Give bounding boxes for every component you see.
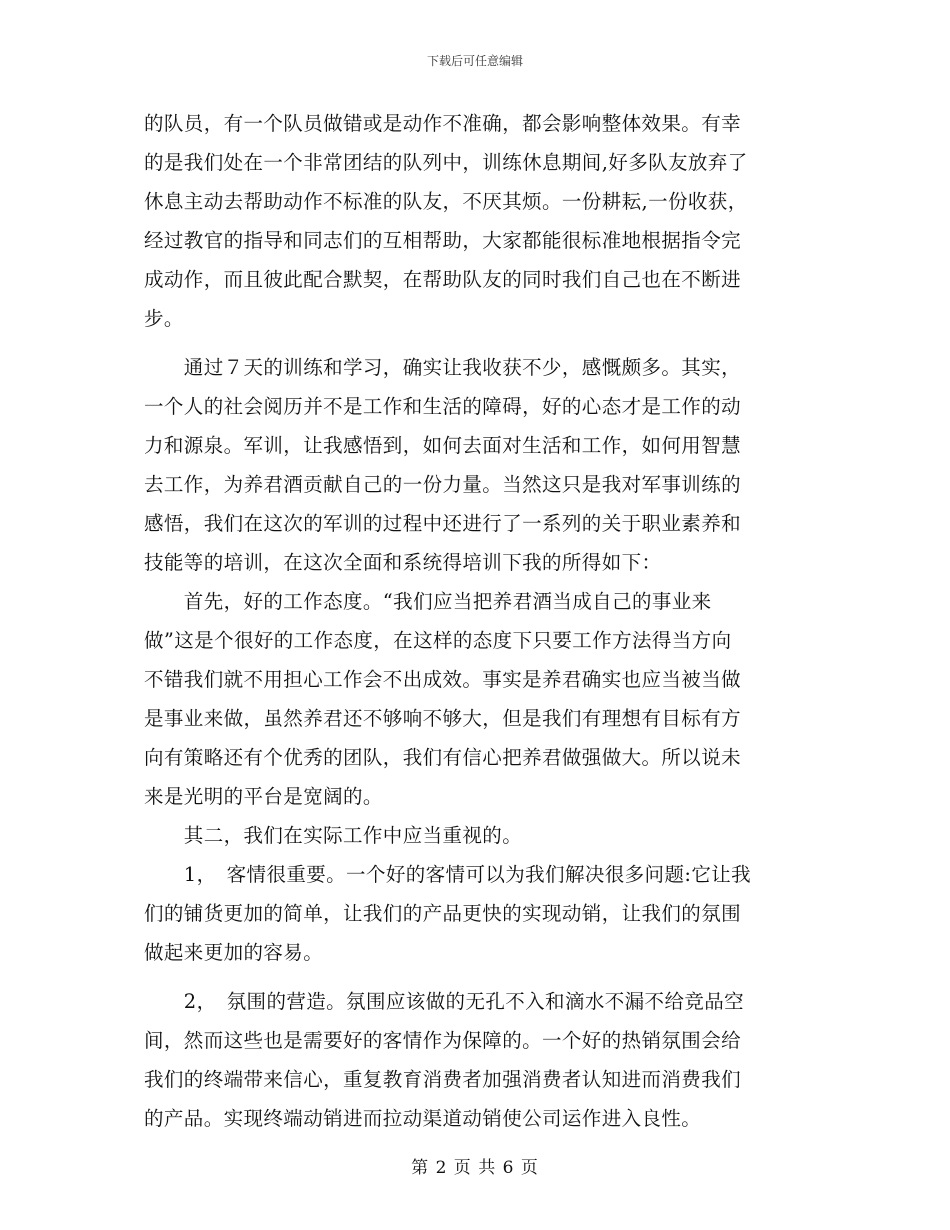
paragraph <box>144 855 808 972</box>
page-header: 下载后可任意编辑 <box>426 54 523 68</box>
text-line: 首先，好的工作态度。“我们应当把养君酒当成自己的事业来 <box>144 590 712 613</box>
text-line: 1， 客情很重要。一个好的客情可以为我们解决很多问题:它让我 <box>144 863 752 886</box>
text-line: 不错我们就不用担心工作会不出成效。事实是养君确实也应当被当做 <box>144 668 742 691</box>
text-line: 间，然而这些也是需要好的客情作为保障的。一个好的热销氛围会给 <box>144 1029 742 1052</box>
text-line: 步。 <box>144 307 184 330</box>
paragraph <box>144 582 808 816</box>
page-number: 第 2 页 共 6 页 <box>411 1158 539 1178</box>
paragraph <box>144 816 808 855</box>
text-line: 技能等的培训，在这次全面和系统得培训下我的所得如下： <box>144 551 662 574</box>
text-line: 力和源泉。军训，让我感悟到，如何去面对生活和工作，如何用智慧 <box>144 434 742 457</box>
text-line: 经过教官的指导和同志们的互相帮助，大家都能很标准地根据指令完 <box>144 229 742 252</box>
paragraph <box>144 348 808 582</box>
text-line: 来是光明的平台是宽阔的。 <box>144 785 383 808</box>
text-line: 一个人的社会阅历并不是工作和生活的障碍，好的心态才是工作的动 <box>144 395 742 418</box>
text-line: 的产品。实现终端动销进而拉动渠道动销使公司运作进入良性。 <box>144 1107 702 1130</box>
text-line: 去工作，为养君酒贡献自己的一份力量。当然这只是我对军事训练的 <box>144 473 742 496</box>
text-line: 感悟，我们在这次的军训的过程中还进行了一系列的关于职业素养和 <box>144 512 742 535</box>
document-body <box>144 104 808 1138</box>
paragraph <box>144 104 808 338</box>
text-line: 2， 氛围的营造。氛围应该做的无孔不入和滴水不漏不给竞品空 <box>144 990 745 1013</box>
text-line: 其二，我们在实际工作中应当重视的。 <box>144 824 523 847</box>
text-line: 通过７天的训练和学习，确实让我收获不少，感慨颇多。其实， <box>144 356 742 379</box>
paragraph <box>144 982 808 1138</box>
text-line: 的是我们处在一个非常团结的队列中，训练休息期间,好多队友放弃了 <box>144 151 748 174</box>
text-line: 们的铺货更加的简单，让我们的产品更快的实现动销，让我们的氛围 <box>144 902 742 925</box>
text-line: 我们的终端带来信心，重复教育消费者加强消费者认知进而消费我们 <box>144 1068 742 1091</box>
text-line: 成动作，而且彼此配合默契，在帮助队友的同时我们自己也在不断进 <box>144 268 742 291</box>
text-line: 是事业来做，虽然养君还不够响不够大，但是我们有理想有目标有方 <box>144 707 742 730</box>
text-line: 向有策略还有个优秀的团队，我们有信心把养君做强做大。所以说未 <box>144 746 742 769</box>
text-line: 休息主动去帮助动作不标准的队友，不厌其烦。一份耕耘,一份收获， <box>144 190 748 213</box>
text-line: 的队员，有一个队员做错或是动作不准确，都会影响整体效果。有幸 <box>144 112 742 135</box>
text-line: 做”这是个很好的工作态度，在这样的态度下只要工作方法得当方向 <box>144 629 732 652</box>
text-line: 做起来更加的容易。 <box>144 941 324 964</box>
